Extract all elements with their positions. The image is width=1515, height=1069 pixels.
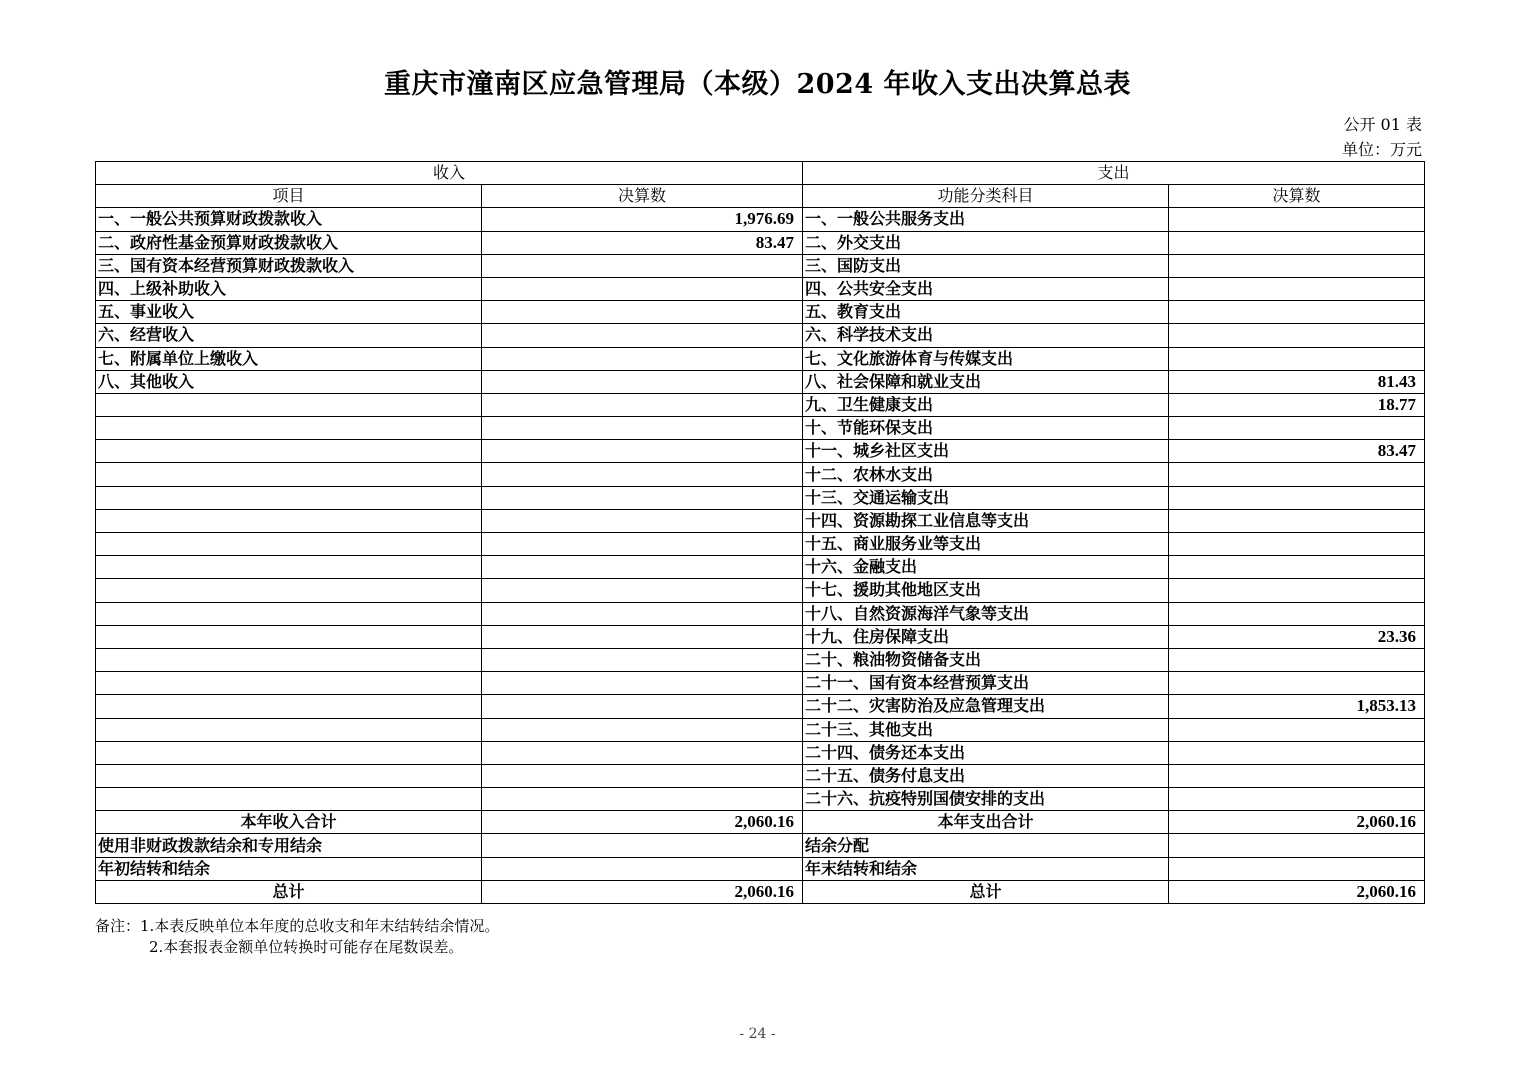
expense-item: 七、文化旅游体育与传媒支出 — [803, 347, 1169, 370]
income-item — [96, 764, 482, 787]
expense-amount — [1169, 509, 1425, 532]
expense-item: 十八、自然资源海洋气象等支出 — [803, 602, 1169, 625]
expense-amount — [1169, 301, 1425, 324]
table-row — [96, 672, 1425, 695]
expense-item: 二十二、灾害防治及应急管理支出 — [803, 695, 1169, 718]
expense-item: 十三、交通运输支出 — [803, 486, 1169, 509]
income-amount — [482, 533, 803, 556]
income-amount — [482, 277, 803, 300]
expense-amount: 23.36 — [1169, 625, 1425, 648]
table-row — [96, 486, 1425, 509]
table-header-row-2 — [96, 185, 1425, 208]
income-item — [96, 602, 482, 625]
income-amount — [482, 834, 803, 857]
table-row — [96, 301, 1425, 324]
expense-item: 十五、商业服务业等支出 — [803, 533, 1169, 556]
income-item — [96, 417, 482, 440]
table-row — [96, 764, 1425, 787]
expense-item: 五、教育支出 — [803, 301, 1169, 324]
expense-amount — [1169, 648, 1425, 671]
page-number: - 24 - — [739, 1026, 776, 1042]
table-header-row-1 — [96, 162, 1425, 185]
income-amount — [482, 370, 803, 393]
expense-amount — [1169, 556, 1425, 579]
income-item — [96, 579, 482, 602]
expense-amount — [1169, 277, 1425, 300]
table-row — [96, 509, 1425, 532]
income-amount — [482, 301, 803, 324]
expense-item: 二十五、债务付息支出 — [803, 764, 1169, 787]
expense-total-label: 总计 — [803, 880, 1169, 903]
unit-label: 单位：万元 — [1341, 140, 1422, 159]
income-total-label: 总计 — [96, 880, 482, 903]
income-item: 四、上级补助收入 — [96, 277, 482, 300]
expense-item: 二、外交支出 — [803, 231, 1169, 254]
expense-amount — [1169, 347, 1425, 370]
expense-item: 二十四、债务还本支出 — [803, 741, 1169, 764]
income-amount — [482, 788, 803, 811]
income-subtotal-label: 本年收入合计 — [96, 811, 482, 834]
income-amount — [482, 417, 803, 440]
income-amount — [482, 579, 803, 602]
income-item — [96, 672, 482, 695]
income-item: 五、事业收入 — [96, 301, 482, 324]
expense-amount: 83.47 — [1169, 440, 1425, 463]
page-title: 重庆市潼南区应急管理局（本级）2024 年收入支出决算总表 — [383, 69, 1132, 100]
income-item: 年初结转和结余 — [96, 857, 482, 880]
table-row — [96, 254, 1425, 277]
income-amount — [482, 254, 803, 277]
income-amount — [482, 764, 803, 787]
table-row — [96, 277, 1425, 300]
income-amount — [482, 463, 803, 486]
income-item — [96, 788, 482, 811]
table-row — [96, 231, 1425, 254]
table-row — [96, 602, 1425, 625]
table-row — [96, 208, 1425, 231]
expense-item: 一、一般公共服务支出 — [803, 208, 1169, 231]
income-amount — [482, 324, 803, 347]
expense-item: 四、公共安全支出 — [803, 277, 1169, 300]
expense-amount: 18.77 — [1169, 393, 1425, 416]
expense-item: 二十、粮油物资储备支出 — [803, 648, 1169, 671]
expense-amount — [1169, 254, 1425, 277]
table-row — [96, 648, 1425, 671]
budget-summary-table — [95, 161, 1425, 904]
notes — [95, 916, 499, 958]
expense-amount — [1169, 533, 1425, 556]
expense-amount: 1,853.13 — [1169, 695, 1425, 718]
table-row — [96, 579, 1425, 602]
income-item — [96, 741, 482, 764]
form-number: 公开 01 表 — [1343, 115, 1422, 134]
income-item — [96, 440, 482, 463]
expense-item: 年末结转和结余 — [803, 857, 1169, 880]
income-item — [96, 486, 482, 509]
income-amount — [482, 556, 803, 579]
income-amount — [482, 440, 803, 463]
table-row — [96, 417, 1425, 440]
income-amount — [482, 672, 803, 695]
income-amount: 83.47 — [482, 231, 803, 254]
table-row — [96, 834, 1425, 857]
note-line-2: 2.本套报表金额单位转换时可能存在尾数误差。 — [149, 938, 464, 956]
table-row — [96, 556, 1425, 579]
expense-item: 十一、城乡社区支出 — [803, 440, 1169, 463]
expense-subtotal-label: 本年支出合计 — [803, 811, 1169, 834]
table-row — [96, 695, 1425, 718]
expense-amount — [1169, 672, 1425, 695]
income-item: 三、国有资本经营预算财政拨款收入 — [96, 254, 482, 277]
income-amount — [482, 648, 803, 671]
table-row — [96, 347, 1425, 370]
income-item: 使用非财政拨款结余和专用结余 — [96, 834, 482, 857]
expense-amount — [1169, 324, 1425, 347]
expense-amount — [1169, 417, 1425, 440]
income-item — [96, 556, 482, 579]
income-amount — [482, 741, 803, 764]
income-amount — [482, 347, 803, 370]
income-header: 收入 — [96, 162, 803, 185]
expense-item: 三、国防支出 — [803, 254, 1169, 277]
income-item — [96, 509, 482, 532]
subtotal-row — [96, 811, 1425, 834]
expense-item: 十四、资源勘探工业信息等支出 — [803, 509, 1169, 532]
income-item: 八、其他收入 — [96, 370, 482, 393]
income-amount — [482, 393, 803, 416]
table-row — [96, 533, 1425, 556]
income-item — [96, 463, 482, 486]
expense-item: 十六、金融支出 — [803, 556, 1169, 579]
expense-amount — [1169, 788, 1425, 811]
expense-total-amount: 2,060.16 — [1169, 880, 1425, 903]
income-item — [96, 533, 482, 556]
income-item — [96, 718, 482, 741]
income-item: 六、经营收入 — [96, 324, 482, 347]
expense-item: 十、节能环保支出 — [803, 417, 1169, 440]
expense-amount — [1169, 208, 1425, 231]
expense-amount — [1169, 718, 1425, 741]
expense-amount — [1169, 463, 1425, 486]
expense-header: 支出 — [803, 162, 1425, 185]
table-row — [96, 393, 1425, 416]
income-amount — [482, 509, 803, 532]
income-total-amount: 2,060.16 — [482, 880, 803, 903]
expense-amount — [1169, 834, 1425, 857]
income-item — [96, 695, 482, 718]
income-subtotal-amount: 2,060.16 — [482, 811, 803, 834]
income-item — [96, 393, 482, 416]
note-line-1: 备注：1.本表反映单位本年度的总收支和年末结转结余情况。 — [95, 917, 500, 935]
item-column-header: 项目 — [96, 185, 482, 208]
expense-amount — [1169, 579, 1425, 602]
table-row — [96, 324, 1425, 347]
income-amount: 1,976.69 — [482, 208, 803, 231]
expense-amount — [1169, 857, 1425, 880]
expense-item: 六、科学技术支出 — [803, 324, 1169, 347]
expense-amount: 81.43 — [1169, 370, 1425, 393]
table-body — [96, 208, 1425, 811]
table-row — [96, 788, 1425, 811]
table-row — [96, 857, 1425, 880]
function-item-column-header: 功能分类科目 — [803, 185, 1169, 208]
expense-item: 十二、农林水支出 — [803, 463, 1169, 486]
income-amount — [482, 857, 803, 880]
income-amount — [482, 602, 803, 625]
table-row — [96, 718, 1425, 741]
table-row — [96, 370, 1425, 393]
income-amount — [482, 718, 803, 741]
expense-item: 九、卫生健康支出 — [803, 393, 1169, 416]
expense-amount-column-header: 决算数 — [1169, 185, 1425, 208]
income-item — [96, 648, 482, 671]
income-amount-column-header: 决算数 — [482, 185, 803, 208]
income-item: 一、一般公共预算财政拨款收入 — [96, 208, 482, 231]
income-item: 七、附属单位上缴收入 — [96, 347, 482, 370]
expense-item: 二十一、国有资本经营预算支出 — [803, 672, 1169, 695]
table-row — [96, 625, 1425, 648]
expense-subtotal-amount: 2,060.16 — [1169, 811, 1425, 834]
expense-item: 十九、住房保障支出 — [803, 625, 1169, 648]
expense-item: 结余分配 — [803, 834, 1169, 857]
total-row — [96, 880, 1425, 903]
table-row — [96, 440, 1425, 463]
expense-amount — [1169, 486, 1425, 509]
income-item — [96, 625, 482, 648]
expense-item: 十七、援助其他地区支出 — [803, 579, 1169, 602]
expense-item: 二十三、其他支出 — [803, 718, 1169, 741]
expense-item: 八、社会保障和就业支出 — [803, 370, 1169, 393]
income-amount — [482, 625, 803, 648]
income-amount — [482, 695, 803, 718]
table-row — [96, 463, 1425, 486]
expense-amount — [1169, 741, 1425, 764]
income-item: 二、政府性基金预算财政拨款收入 — [96, 231, 482, 254]
expense-amount — [1169, 764, 1425, 787]
income-amount — [482, 486, 803, 509]
expense-amount — [1169, 231, 1425, 254]
table-row — [96, 741, 1425, 764]
expense-item: 二十六、抗疫特别国债安排的支出 — [803, 788, 1169, 811]
expense-amount — [1169, 602, 1425, 625]
